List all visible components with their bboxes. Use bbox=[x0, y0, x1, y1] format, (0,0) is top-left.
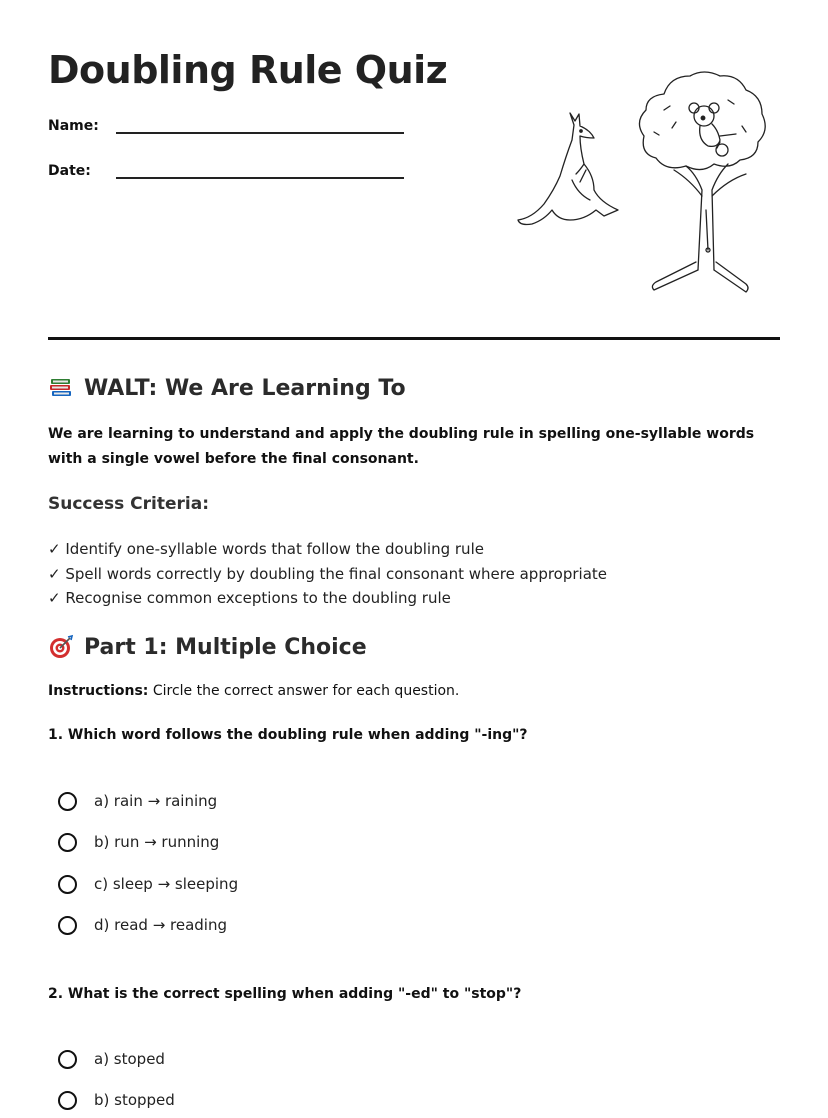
walt-heading-text: WALT: We Are Learning To bbox=[84, 375, 406, 401]
target-icon bbox=[48, 634, 74, 660]
name-label: Name: bbox=[48, 118, 99, 134]
instructions-label: Instructions: bbox=[48, 683, 149, 699]
radio-circle[interactable] bbox=[58, 792, 77, 811]
instructions-text: Circle the correct answer for each question. bbox=[148, 683, 460, 699]
radio-circle[interactable] bbox=[58, 833, 77, 852]
q1-option-b[interactable] bbox=[58, 830, 219, 854]
option-label: b) run → running bbox=[94, 833, 220, 851]
radio-circle[interactable] bbox=[58, 1091, 77, 1110]
criteria-item: ✓ Recognise common exceptions to the doubling rule bbox=[48, 589, 451, 607]
option-label: b) stopped bbox=[94, 1091, 175, 1109]
radio-circle[interactable] bbox=[58, 1050, 77, 1069]
criteria-item: ✓ Spell words correctly by doubling the final consonant where appropriate bbox=[48, 564, 608, 583]
q2-option-b[interactable] bbox=[58, 1088, 175, 1112]
radio-circle[interactable] bbox=[58, 916, 77, 935]
books-icon bbox=[48, 375, 74, 401]
part1-heading bbox=[48, 634, 367, 660]
instructions bbox=[48, 683, 459, 699]
question-1: 1. Which word follows the doubling rule when adding "-ing"? bbox=[48, 727, 528, 743]
success-criteria-list bbox=[48, 537, 607, 611]
option-label: d) read → reading bbox=[94, 916, 228, 934]
date-line[interactable] bbox=[116, 177, 404, 179]
walt-text: We are learning to understand and apply the doubling rule in spelling one-syllable words with a single vowel before the final consonant. bbox=[48, 426, 755, 467]
kangaroo-koala-illustration bbox=[514, 70, 770, 296]
page-title: Doubling Rule Quiz bbox=[48, 48, 448, 92]
success-criteria-heading: Success Criteria: bbox=[48, 494, 210, 514]
date-label: Date: bbox=[48, 163, 91, 179]
walt-heading bbox=[48, 375, 406, 401]
q1-option-d[interactable] bbox=[58, 913, 227, 937]
q2-option-a[interactable] bbox=[58, 1047, 165, 1071]
option-label: a) rain → raining bbox=[94, 792, 218, 810]
option-label: c) sleep → sleeping bbox=[94, 875, 239, 893]
tree-icon bbox=[639, 72, 765, 292]
section-divider bbox=[48, 337, 780, 340]
q1-option-c[interactable] bbox=[58, 872, 238, 896]
koala-icon bbox=[689, 103, 736, 156]
criteria-item: ✓ Identify one-syllable words that follow the doubling rule bbox=[48, 540, 484, 558]
part1-heading-text: Part 1: Multiple Choice bbox=[84, 634, 367, 660]
radio-circle[interactable] bbox=[58, 875, 77, 894]
name-field bbox=[48, 118, 99, 134]
question-2: 2. What is the correct spelling when adding "-ed" to "stop"? bbox=[48, 986, 522, 1002]
date-field bbox=[48, 163, 91, 179]
q1-option-a[interactable] bbox=[58, 789, 217, 813]
kangaroo-icon bbox=[518, 113, 618, 225]
option-label: a) stoped bbox=[94, 1050, 165, 1068]
name-line[interactable] bbox=[116, 132, 404, 134]
